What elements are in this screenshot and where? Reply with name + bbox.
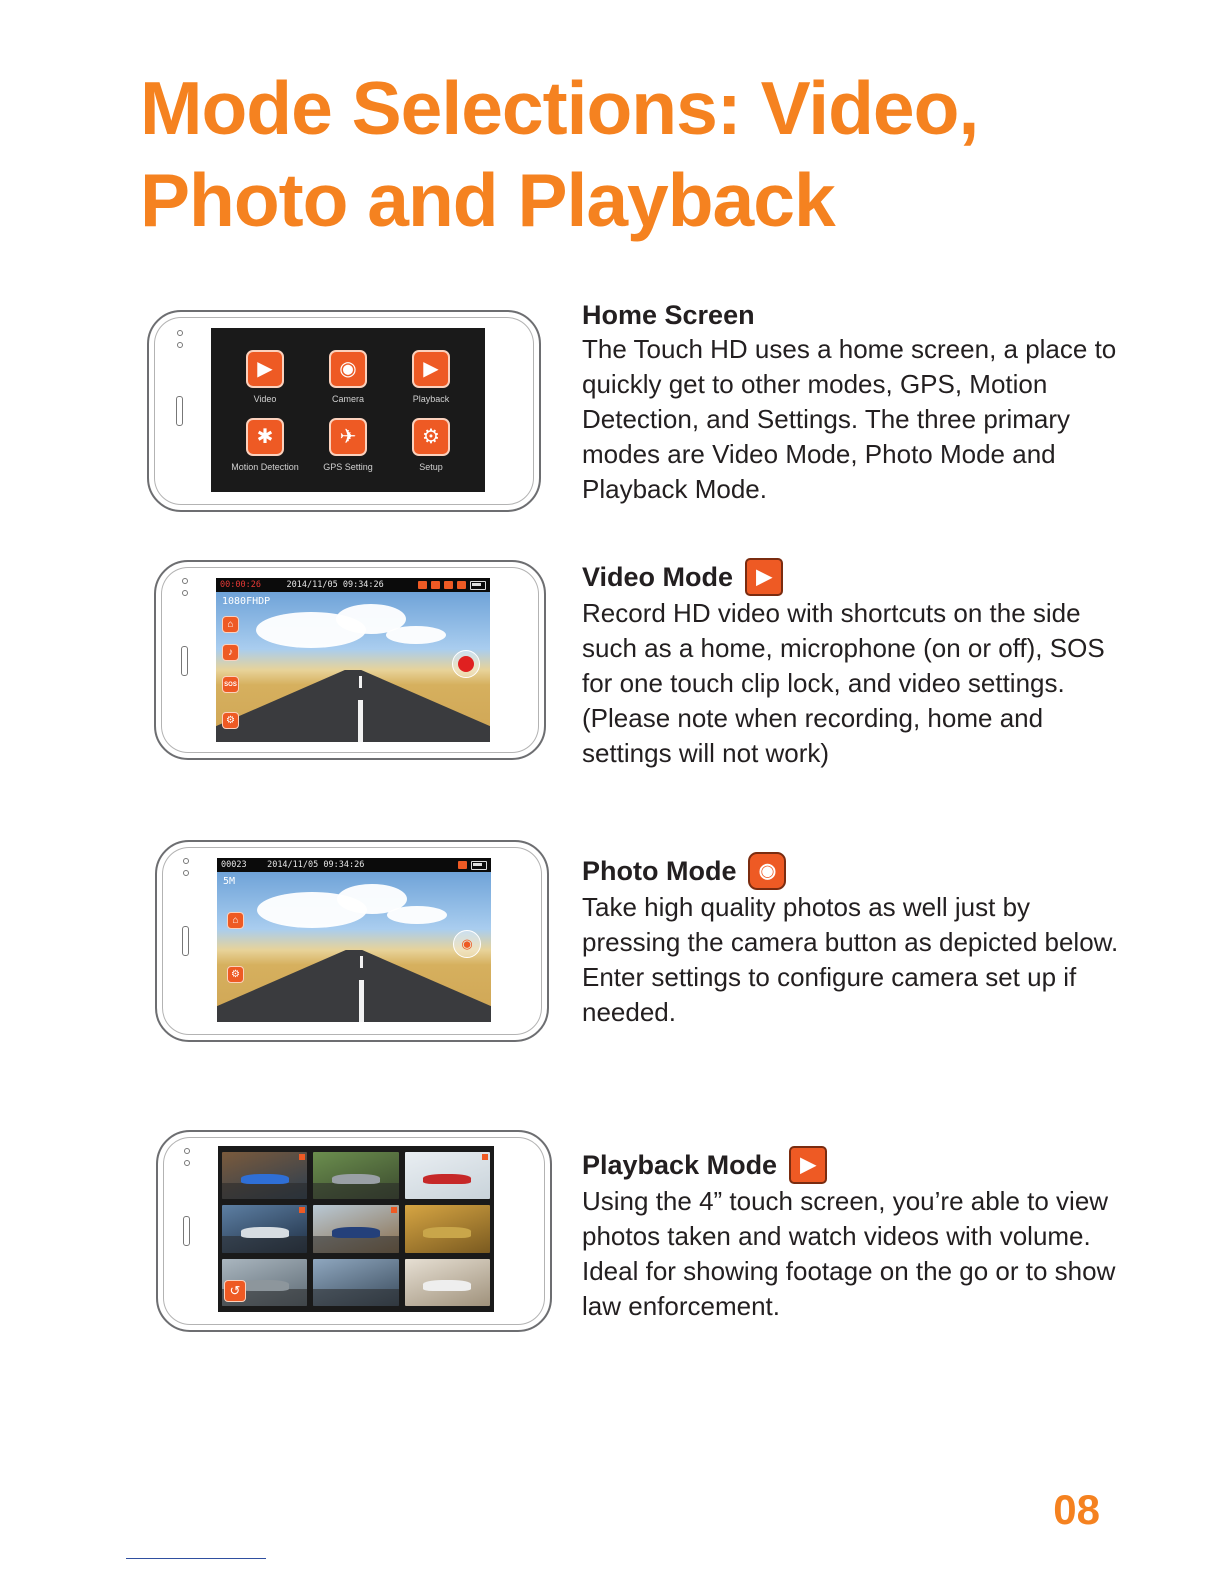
- car-image: [423, 1280, 471, 1290]
- road-line: [360, 956, 363, 968]
- video-tag-icon: [391, 1207, 397, 1213]
- video-mode-heading: Video Mode: [582, 562, 734, 592]
- home-item-camera[interactable]: [306, 350, 390, 404]
- video-resolution: 1080FHDP: [222, 596, 271, 607]
- thumbnail[interactable]: [313, 1259, 398, 1306]
- thumbnail[interactable]: [405, 1205, 490, 1252]
- playback-mode-phone: [156, 1130, 552, 1332]
- battery-icon: [471, 861, 487, 870]
- road-line: [359, 676, 362, 688]
- playback-mode-description: Using the 4” touch screen, you’re able to view photos taken and watch videos with volume. Ideal for showing footage on the go or to show law enforcement.: [582, 1186, 1116, 1321]
- home-item-playback[interactable]: [389, 350, 473, 404]
- settings-gear-icon[interactable]: ⚙: [222, 712, 239, 729]
- footer-rule: [126, 1558, 266, 1559]
- playback-mode-display: [218, 1146, 494, 1312]
- video-status-bar: [216, 578, 490, 592]
- microphone-icon[interactable]: ♪: [222, 644, 239, 661]
- play-icon: ▶: [412, 350, 450, 388]
- thumbnail-ground: [313, 1183, 398, 1200]
- page-title-line-1: Mode Selections: Video,: [140, 66, 979, 150]
- thumbnail[interactable]: [405, 1152, 490, 1199]
- phone-home-button: [183, 1216, 190, 1246]
- gear-icon: ⚙: [412, 418, 450, 456]
- play-icon: ▶: [789, 1146, 827, 1184]
- thumbnail-ground: [222, 1236, 307, 1253]
- camera-status-icon: [457, 581, 466, 589]
- phone-sensor-dot: [184, 1148, 190, 1154]
- camera-icon: ◉: [329, 350, 367, 388]
- road-scene: [216, 592, 490, 742]
- road-scene: [217, 872, 491, 1022]
- video-mode-display: [216, 578, 490, 742]
- photo-mode-section: [582, 852, 1122, 1030]
- status-date: 2014/11/05 09:34:26: [286, 580, 384, 590]
- car-image: [332, 1174, 380, 1184]
- status-date: 2014/11/05 09:34:26: [267, 860, 365, 870]
- thumbnail-ground: [313, 1236, 398, 1253]
- wifi-icon: [444, 581, 453, 589]
- thumbnail[interactable]: [313, 1152, 398, 1199]
- phone-home-button: [182, 926, 189, 956]
- home-screen-description: The Touch HD uses a home screen, a place to quickly get to other modes, GPS, Motion Detection, and Settings. The three primary modes are Video Mode, Photo Mode and Playback Mode.: [582, 334, 1117, 504]
- photo-mode-heading: Photo Mode: [582, 856, 737, 886]
- back-icon[interactable]: ↺: [224, 1280, 246, 1302]
- home-item-label: GPS Setting: [323, 462, 373, 472]
- camera-status-icon: [458, 861, 467, 869]
- video-mode-section: [582, 558, 1122, 771]
- sd-card-icon: [418, 581, 427, 589]
- video-mode-phone: [154, 560, 546, 760]
- thumbnail[interactable]: [313, 1205, 398, 1252]
- photo-count: 00023: [221, 860, 247, 870]
- home-menu-grid: [211, 328, 485, 492]
- camera-icon: ◉: [748, 852, 786, 890]
- road: [216, 670, 490, 742]
- cloud: [386, 626, 446, 644]
- thumbnail[interactable]: [405, 1259, 490, 1306]
- road: [217, 950, 491, 1022]
- battery-icon: [470, 581, 486, 590]
- phone-sensor-dot: [182, 578, 188, 584]
- cloud: [387, 906, 447, 924]
- phone-camera-dot: [182, 590, 188, 596]
- video-icon: ▶: [745, 558, 783, 596]
- record-button[interactable]: [452, 650, 480, 678]
- photo-resolution: 5M: [223, 876, 236, 887]
- video-tag-icon: [299, 1154, 305, 1160]
- home-item-label: Playback: [412, 394, 450, 404]
- thumbnail-ground: [313, 1289, 398, 1306]
- thumbnail-grid: [222, 1152, 490, 1306]
- thumbnail[interactable]: [222, 1152, 307, 1199]
- home-item-video[interactable]: [223, 350, 307, 404]
- home-item-label: Motion Detection: [231, 462, 299, 472]
- home-screen-phone: [147, 310, 541, 512]
- shutter-button[interactable]: ◉: [453, 930, 481, 958]
- road-line: [358, 700, 363, 742]
- car-image: [241, 1280, 289, 1290]
- section-heading: [582, 298, 1122, 332]
- phone-sensor-dot: [177, 330, 183, 336]
- car-image: [241, 1227, 289, 1237]
- motion-icon: ✱: [246, 418, 284, 456]
- record-icon: [458, 656, 474, 672]
- video-icon: ▶: [246, 350, 284, 388]
- photo-mode-description: Take high quality photos as well just by pressing the camera button as depicted below. Enter settings to configure camera set up if needed.: [582, 892, 1119, 1027]
- photo-status-bar: [217, 858, 491, 872]
- home-screen-heading: Home Screen: [582, 300, 755, 330]
- phone-home-button: [181, 646, 188, 676]
- phone-home-button: [176, 396, 183, 426]
- status-icons: [458, 858, 487, 872]
- car-image: [423, 1227, 471, 1237]
- page-title: [140, 62, 1140, 246]
- section-heading: [582, 852, 1122, 890]
- home-screen-display: [211, 328, 485, 492]
- status-icons: [418, 578, 486, 592]
- thumbnail-ground: [222, 1183, 307, 1200]
- home-icon[interactable]: ⌂: [227, 912, 244, 929]
- video-mode-description: Record HD video with shortcuts on the side such as a home, microphone (on or off), SOS for one touch clip lock, and video settings. (Please note when recording, home and settings will not work): [582, 598, 1105, 768]
- page-title-line-2: Photo and Playback: [140, 158, 835, 242]
- playback-mode-heading: Playback Mode: [582, 1150, 778, 1180]
- page-number: 08: [1053, 1486, 1100, 1533]
- thumbnail[interactable]: [222, 1205, 307, 1252]
- video-tag-icon: [299, 1207, 305, 1213]
- home-item-setup[interactable]: [389, 418, 473, 472]
- video-tag-icon: [482, 1154, 488, 1160]
- car-image: [423, 1174, 471, 1184]
- recording-time: 00:00:26: [220, 580, 261, 590]
- phone-camera-dot: [183, 870, 189, 876]
- home-screen-section: [582, 298, 1122, 507]
- road-line: [359, 980, 364, 1022]
- home-item-motion-detection[interactable]: [223, 418, 307, 472]
- photo-mode-phone: [155, 840, 549, 1042]
- satellite-icon: ✈: [329, 418, 367, 456]
- phone-camera-dot: [177, 342, 183, 348]
- settings-gear-icon[interactable]: ⚙: [227, 966, 244, 983]
- home-icon[interactable]: ⌂: [222, 616, 239, 633]
- car-image: [241, 1174, 289, 1184]
- section-heading: [582, 558, 1122, 596]
- phone-sensor-dot: [183, 858, 189, 864]
- car-image: [332, 1227, 380, 1237]
- home-item-gps-setting[interactable]: [306, 418, 390, 472]
- playback-mode-section: [582, 1146, 1122, 1324]
- phone-camera-dot: [184, 1160, 190, 1166]
- gps-icon: [431, 581, 440, 589]
- home-item-label: Camera: [331, 394, 364, 404]
- home-item-label: Video: [253, 394, 277, 404]
- photo-mode-display: [217, 858, 491, 1022]
- sos-button[interactable]: SOS: [222, 676, 239, 693]
- section-heading: [582, 1146, 1122, 1184]
- home-item-label: Setup: [419, 462, 443, 472]
